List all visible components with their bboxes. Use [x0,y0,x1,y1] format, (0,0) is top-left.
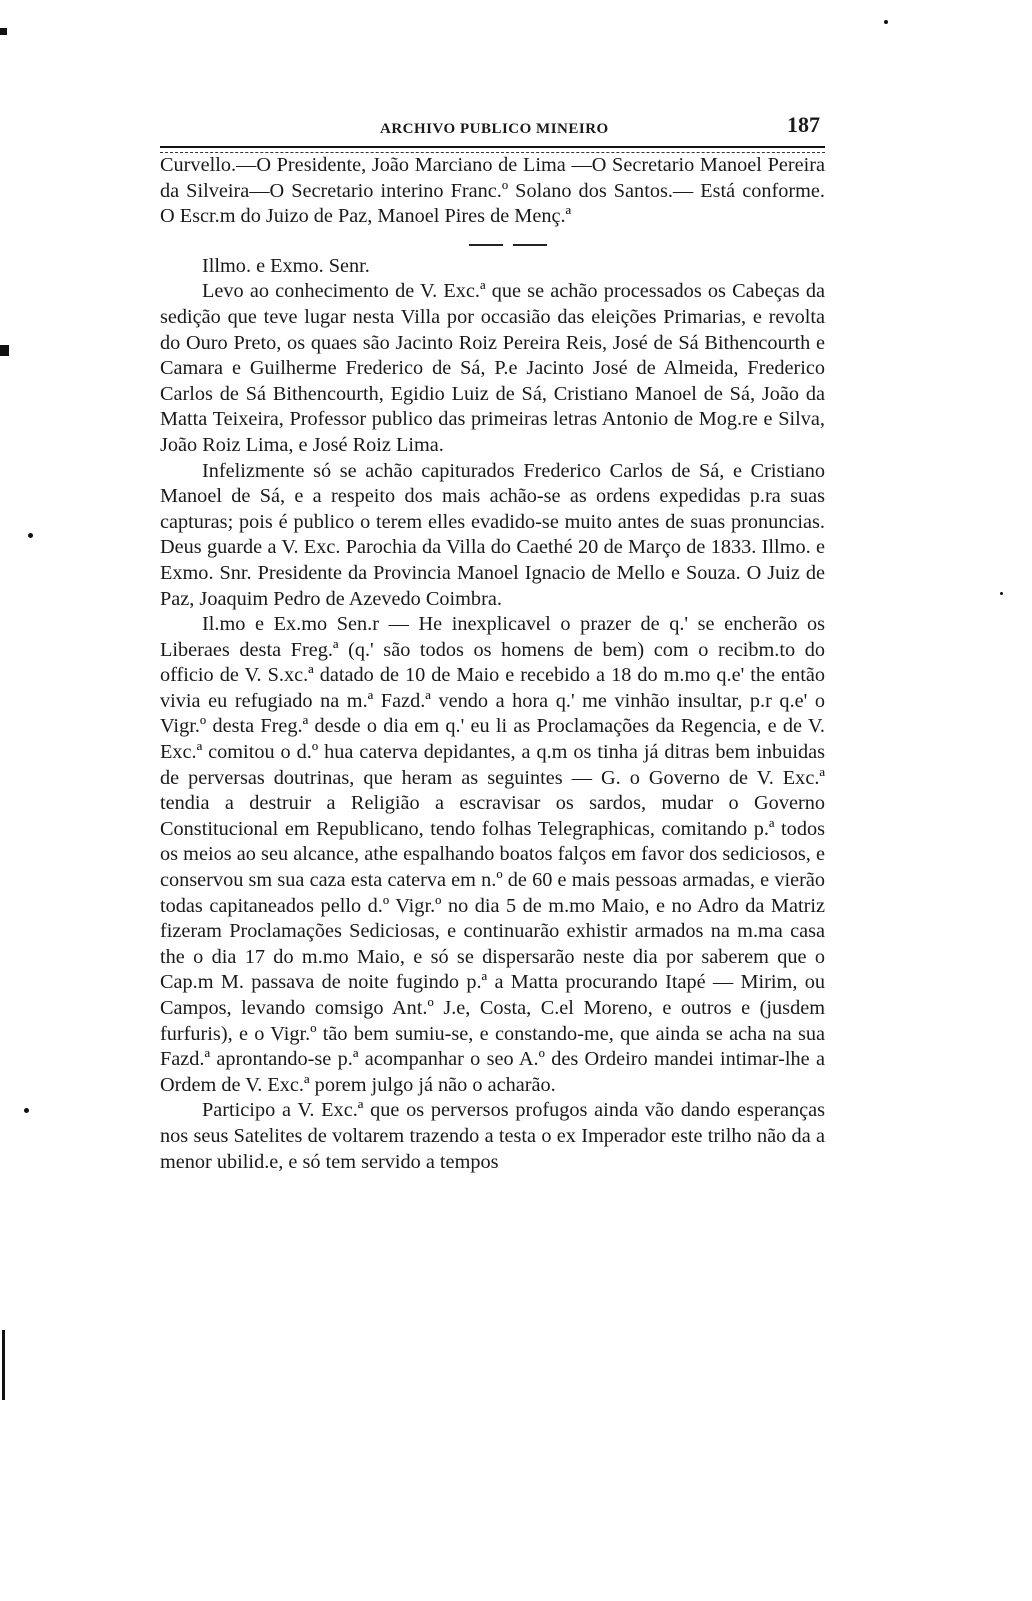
scan-mark [0,345,9,356]
page-number: 187 [787,112,820,137]
paragraph-processados: Levo ao conhecimento de V. Exc.ª que se achão processados os Cabeças da sedição que teve lugar nesta Villa por occasião das eleições Primarias, e revolta do Ouro Preto, os quaes são Jacinto Roiz Pereira Reis, José de Sá Bithencourth e Camara e Guilherme Frederico de Sá, P.e Jacinto José de Almeida, Frederico Carlos de Sá Bithencourth, Egidio Luiz de Sá, Cristiano Manoel de Sá, João da Matta Teixeira, Professor publico das primeiras letras Antonio de Mog.re e Silva, João Roiz Lima, e José Roiz Lima. [160,280,825,456]
scan-mark [2,1330,5,1400]
book-page [160,110,825,1175]
scan-mark [0,28,7,35]
paragraph-capturados: Infelizmente só se achão capiturados Frederico Carlos de Sá, e Cristiano Manoel de Sá, e a respeito dos mais achão-se as ordens expedidas p.ra suas capturas; pois é publico o terem elles evadido-se muito antes de suas pronuncias. Deus guarde a V. Exc. Parochia da Villa do Caethé 20 de Março de 1833. Illmo. e Exmo. Snr. Presidente da Provincia Manoel Ignacio de Mello e Souza. O Juiz de Paz, Joaquim Pedro de Azevedo Coimbra. [160,459,825,610]
scan-mark [1000,592,1003,595]
paragraph-curvello-signatures: Curvello.—O Presidente, João Marciano de Lima —O Secretario Manoel Pereira da Silveira—O Secretario interino Franc.º Solano dos Santos.— Está conforme. O Escr.m do Juizo de Paz, Manoel Pires de Menç.ª [160,154,825,228]
salutation: Illmo. e Exmo. Senr. [202,254,370,277]
scan-mark [884,20,888,24]
running-title: ARCHIVO PUBLICO MINEIRO [380,121,609,137]
paragraph-officio-liberaes: Il.mo e Ex.mo Sen.r — He inexplicavel o prazer de q.' se encherão os Liberaes desta Freg.ª (q.' são todos os homens de bem) com o recibm.to do officio de V. S.xc.ª datado de 10 de Maio e recebido a 18 do m.mo q.e' the então vivia eu refugiado na m.ª Fazd.ª vendo a hora q.' me vinhão insultar, p.r q.e' o Vigr.º desta Freg.ª desde o dia em q.' eu li as Proclamações da Regencia, e de V. Exc.ª comitou o d.º hua caterva depidantes, a q.m os tinha já ditras bem inbuidas de perversas doutrinas, que heram as seguintes — G. o Governo de V. Exc.ª tendia a destruir a Religião a escravisar os sardos, mudar o Governo Constitucional em Republicano, tendo folhas Telegraphicas, comitando p.ª todos os meios ao seu alcance, athe espalhando boatos falços em favor dos sediciosos, e conservou sm sua caza esta caterva em n.º de 60 e mais pessoas armadas, e vierão todas capitaneados pello d.º Vigr.º no dia 5 de m.mo Maio, e no Adro da Matriz fizeram Proclamações Sediciosas, e continuarão exhistir armados na m.ma casa the o dia 17 do m.mo Maio, e só se dispersarão neste dia por saberem que o Cap.m M. passava de noite fugindo p.ª a Matta procurando Itapé — Mirim, ou Campos, levando comsigo Ant.º J.e, Costa, C.el Moreno, e outros e (jusdem furfuris), e o Vigr.º tão bem sumiu-se, e constando-me, que ainda se acha na sua Fazd.ª aprontando-se p.ª acompanhar o seo A.º des Ordeiro mandei intimar-lhe a Ordem de V. Exc.ª porem julgo já não o acharão. [160,613,825,1096]
running-header [160,110,825,140]
body-text [160,153,825,1175]
scan-mark [24,1108,29,1113]
scan-mark [28,533,33,538]
paragraph-participo: Participo a V. Exc.ª que os perversos profugos ainda vão dando esperanças nos seus Satelites de voltarem trazendo a testa o ex Imperador este trilho não da a menor ubilid.e, e só tem servido a tempos [160,1099,825,1173]
header-rule [160,146,825,153]
section-separator [160,244,825,246]
